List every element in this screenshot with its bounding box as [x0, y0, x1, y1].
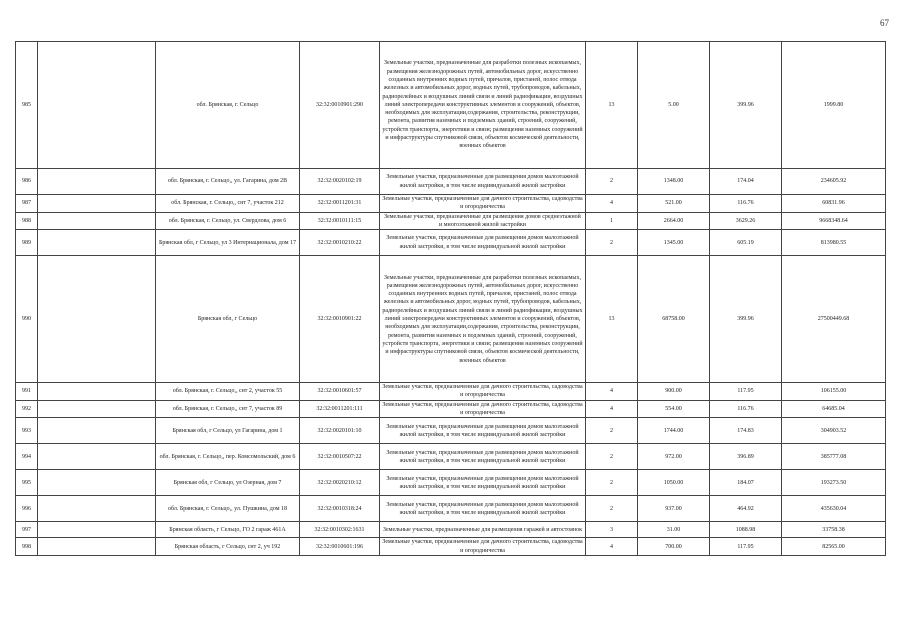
area-cell: 1050.00: [638, 470, 710, 496]
land-use-cell: Земельные участки, предназначенные для размещения домов малоэтажной жилой застройки, в том числе индивидуальной жилой застройки: [380, 418, 586, 444]
row-number: 992: [16, 400, 38, 418]
land-use-cell: Земельные участки, предназначенные для размещения домов малоэтажной жилой застройки, в том числе индивидуальной жилой застройки: [380, 230, 586, 256]
specific-value-cell: 116.76: [710, 400, 782, 418]
spacer-cell: [38, 195, 156, 213]
spacer-cell: [38, 256, 156, 383]
cadastral-number-cell: 32:32:0020210:12: [300, 470, 380, 496]
cadastral-number-cell: 32:32:0010111:15: [300, 212, 380, 230]
spacer-cell: [38, 42, 156, 169]
area-cell: 937.00: [638, 496, 710, 522]
table-row: [16, 470, 886, 496]
cadastral-number-cell: 32:32:0010507:22: [300, 444, 380, 470]
page-number: 67: [880, 18, 889, 28]
specific-value-cell: 464.92: [710, 496, 782, 522]
table-row: [16, 522, 886, 538]
cadastral-value-cell: 1999.80: [782, 42, 886, 169]
address-cell: обл. Брянская, г. Сельцо, ул. Свердлова, дом 6: [156, 212, 300, 230]
address-cell: Брянская обл, г Сельцо: [156, 256, 300, 383]
row-number: 996: [16, 496, 38, 522]
cadastral-number-cell: 32:32:0010901:22: [300, 256, 380, 383]
row-number: 986: [16, 169, 38, 195]
cadastral-value-cell: 193273.50: [782, 470, 886, 496]
cadastral-value-cell: 33758.38: [782, 522, 886, 538]
table-row: [16, 444, 886, 470]
cadastral-value-cell: 106155.00: [782, 383, 886, 401]
group-cell: 13: [586, 256, 638, 383]
land-use-cell: Земельные участки, предназначенные для разработки полезных ископаемых, размещения железнодорожных путей, автомобильных дорог, искусственно созданных внутренних водных путей, причалов, пристаней, полос отвода железных и автомобильных дорог, водных путей, трубопроводов, кабельных, радиорелейных и воздушных линий связи и линий радиофикации, воздушных линий электропередачи конструктивных элементов и сооружений, объектов, необходимых для эксплуатации,содержания, строительства, реконструкции, ремонта, развития наземных и подземных зданий, строений, сооружений, устройств транспорта, энергетики и связи; размещения наземных сооружений и инфраструктуры спутниковой связи, объектов космической деятельности, военных объектов: [380, 256, 586, 383]
group-cell: 2: [586, 470, 638, 496]
land-use-cell: Земельные участки, предназначенные для дачного строительства, садоводства и огородничества: [380, 383, 586, 401]
table-row: [16, 400, 886, 418]
area-cell: 68758.00: [638, 256, 710, 383]
land-use-cell: Земельные участки, предназначенные для дачного строительства, садоводства и огородничества: [380, 195, 586, 213]
group-cell: 4: [586, 400, 638, 418]
land-use-cell: Земельные участки, предназначенные для дачного строительства, садоводства и огородничества: [380, 538, 586, 556]
area-cell: 1348.00: [638, 169, 710, 195]
address-cell: Брянская обл, г Сельцо, ул Гагарина, дом 1: [156, 418, 300, 444]
row-number: 991: [16, 383, 38, 401]
table-row: [16, 169, 886, 195]
row-number: 993: [16, 418, 38, 444]
area-cell: 31.00: [638, 522, 710, 538]
table-row: [16, 256, 886, 383]
table-row: [16, 538, 886, 556]
group-cell: 2: [586, 418, 638, 444]
table-row: [16, 496, 886, 522]
spacer-cell: [38, 383, 156, 401]
cadastral-value-cell: 304903.52: [782, 418, 886, 444]
address-cell: Брянская область, г Сельцо, ГО 2 гараж 461А: [156, 522, 300, 538]
group-cell: 1: [586, 212, 638, 230]
specific-value-cell: 399.96: [710, 256, 782, 383]
cadastral-number-cell: 32:32:0010901:290: [300, 42, 380, 169]
land-use-cell: Земельные участки, предназначенные для размещения домов малоэтажной жилой застройки, в том числе индивидуальной жилой застройки: [380, 444, 586, 470]
cadastral-number-cell: 32:32:0010601:57: [300, 383, 380, 401]
table-row: [16, 212, 886, 230]
specific-value-cell: 605.19: [710, 230, 782, 256]
spacer-cell: [38, 496, 156, 522]
cadastral-value-cell: 234605.92: [782, 169, 886, 195]
area-cell: 972.00: [638, 444, 710, 470]
group-cell: 13: [586, 42, 638, 169]
cadastral-number-cell: 32:32:0010601:196: [300, 538, 380, 556]
cadastral-number-cell: 32:32:0020102:19: [300, 169, 380, 195]
group-cell: 4: [586, 383, 638, 401]
cadastral-value-cell: 64685.04: [782, 400, 886, 418]
table-row: [16, 230, 886, 256]
address-cell: обл. Брянская, г. Сельцо,, пер. Комсомольский, дом 6: [156, 444, 300, 470]
area-cell: 521.00: [638, 195, 710, 213]
cadastral-number-cell: 32:32:0010302:1631: [300, 522, 380, 538]
address-cell: обл. Брянская, г. Сельцо,, снт 7, участок 212: [156, 195, 300, 213]
row-number: 989: [16, 230, 38, 256]
address-cell: Брянская область, г Сельцо, снт 2, уч 192: [156, 538, 300, 556]
row-number: 998: [16, 538, 38, 556]
row-number: 994: [16, 444, 38, 470]
group-cell: 2: [586, 169, 638, 195]
spacer-cell: [38, 230, 156, 256]
area-cell: 700.00: [638, 538, 710, 556]
cadastral-value-cell: 9668348.64: [782, 212, 886, 230]
cadastral-number-cell: 32:32:0010210:22: [300, 230, 380, 256]
specific-value-cell: 117.95: [710, 538, 782, 556]
group-cell: 4: [586, 195, 638, 213]
spacer-cell: [38, 470, 156, 496]
table-body: [16, 42, 886, 556]
address-cell: Брянская обл, г Сельцо, ул 3 Интернационала, дом 17: [156, 230, 300, 256]
table-row: [16, 195, 886, 213]
spacer-cell: [38, 538, 156, 556]
cadastral-number-cell: 32:32:0011201:31: [300, 195, 380, 213]
land-use-cell: Земельные участки, предназначенные для размещения домов малоэтажной жилой застройки, в том числе индивидуальной жилой застройки: [380, 169, 586, 195]
cadastral-value-cell: 27500449.68: [782, 256, 886, 383]
cadastral-value-table: [15, 41, 886, 556]
row-number: 990: [16, 256, 38, 383]
specific-value-cell: 184.07: [710, 470, 782, 496]
group-cell: 2: [586, 444, 638, 470]
land-use-cell: Земельные участки, предназначенные для дачного строительства, садоводства и огородничества: [380, 400, 586, 418]
cadastral-value-cell: 813980.55: [782, 230, 886, 256]
group-cell: 4: [586, 538, 638, 556]
land-use-cell: Земельные участки, предназначенные для размещения гаражей и автостоянок: [380, 522, 586, 538]
area-cell: 554.00: [638, 400, 710, 418]
table-row: [16, 383, 886, 401]
row-number: 987: [16, 195, 38, 213]
specific-value-cell: 1088.98: [710, 522, 782, 538]
row-number: 985: [16, 42, 38, 169]
cadastral-value-cell: 60831.96: [782, 195, 886, 213]
land-use-cell: Земельные участки, предназначенные для размещения домов малоэтажной жилой застройки, в том числе индивидуальной жилой застройки: [380, 470, 586, 496]
specific-value-cell: 116.76: [710, 195, 782, 213]
row-number: 995: [16, 470, 38, 496]
group-cell: 2: [586, 496, 638, 522]
area-cell: 2664.00: [638, 212, 710, 230]
area-cell: 900.00: [638, 383, 710, 401]
address-cell: обл. Брянская, г. Сельцо,, ул. Гагарина, дом 2В: [156, 169, 300, 195]
area-cell: 1345.00: [638, 230, 710, 256]
area-cell: 5.00: [638, 42, 710, 169]
land-use-cell: Земельные участки, предназначенные для размещения домов среднеэтажной и многоэтажной жилой застройки: [380, 212, 586, 230]
spacer-cell: [38, 169, 156, 195]
specific-value-cell: 399.96: [710, 42, 782, 169]
land-use-cell: Земельные участки, предназначенные для разработки полезных ископаемых, размещения железнодорожных путей, автомобильных дорог, искусственно созданных внутренних водных путей, причалов, пристаней, полос отвода железных и автомобильных дорог, водных путей, трубопроводов, кабельных, радиорелейных и воздушных линий связи и линий радиофикации, воздушных линий электропередачи конструктивных элементов и сооружений, объектов, необходимых для эксплуатации,содержания, строительства, реконструкции, ремонта, развития наземных и подземных зданий, строений, сооружений, устройств транспорта, энергетики и связи; размещения наземных сооружений и инфраструктуры спутниковой связи, объектов космической деятельности, военных объектов: [380, 42, 586, 169]
spacer-cell: [38, 400, 156, 418]
cadastral-value-cell: 385777.08: [782, 444, 886, 470]
table-row: [16, 418, 886, 444]
cadastral-number-cell: 32:32:0020101:10: [300, 418, 380, 444]
row-number: 988: [16, 212, 38, 230]
spacer-cell: [38, 444, 156, 470]
spacer-cell: [38, 522, 156, 538]
area-cell: 1744.00: [638, 418, 710, 444]
specific-value-cell: 174.04: [710, 169, 782, 195]
group-cell: 2: [586, 230, 638, 256]
address-cell: обл. Брянская, г. Сельцо,, ул. Пушкина, дом 18: [156, 496, 300, 522]
specific-value-cell: 396.89: [710, 444, 782, 470]
address-cell: обл. Брянская, г. Сельцо,, снт 2, участок 55: [156, 383, 300, 401]
cadastral-number-cell: 32:32:0011201:111: [300, 400, 380, 418]
specific-value-cell: 3629.26: [710, 212, 782, 230]
specific-value-cell: 117.95: [710, 383, 782, 401]
specific-value-cell: 174.83: [710, 418, 782, 444]
land-use-cell: Земельные участки, предназначенные для размещения домов малоэтажной жилой застройки, в том числе индивидуальной жилой застройки: [380, 496, 586, 522]
address-cell: обл. Брянская, г. Сельцо: [156, 42, 300, 169]
address-cell: обл. Брянская, г. Сельцо,, снт 7, участок 89: [156, 400, 300, 418]
cadastral-value-cell: 82565.00: [782, 538, 886, 556]
group-cell: 3: [586, 522, 638, 538]
row-number: 997: [16, 522, 38, 538]
address-cell: Брянская обл, г Сельцо, ул Озерная, дом 7: [156, 470, 300, 496]
table-row: [16, 42, 886, 169]
cadastral-value-cell: 435630.04: [782, 496, 886, 522]
spacer-cell: [38, 418, 156, 444]
cadastral-number-cell: 32:32:0010318:24: [300, 496, 380, 522]
spacer-cell: [38, 212, 156, 230]
